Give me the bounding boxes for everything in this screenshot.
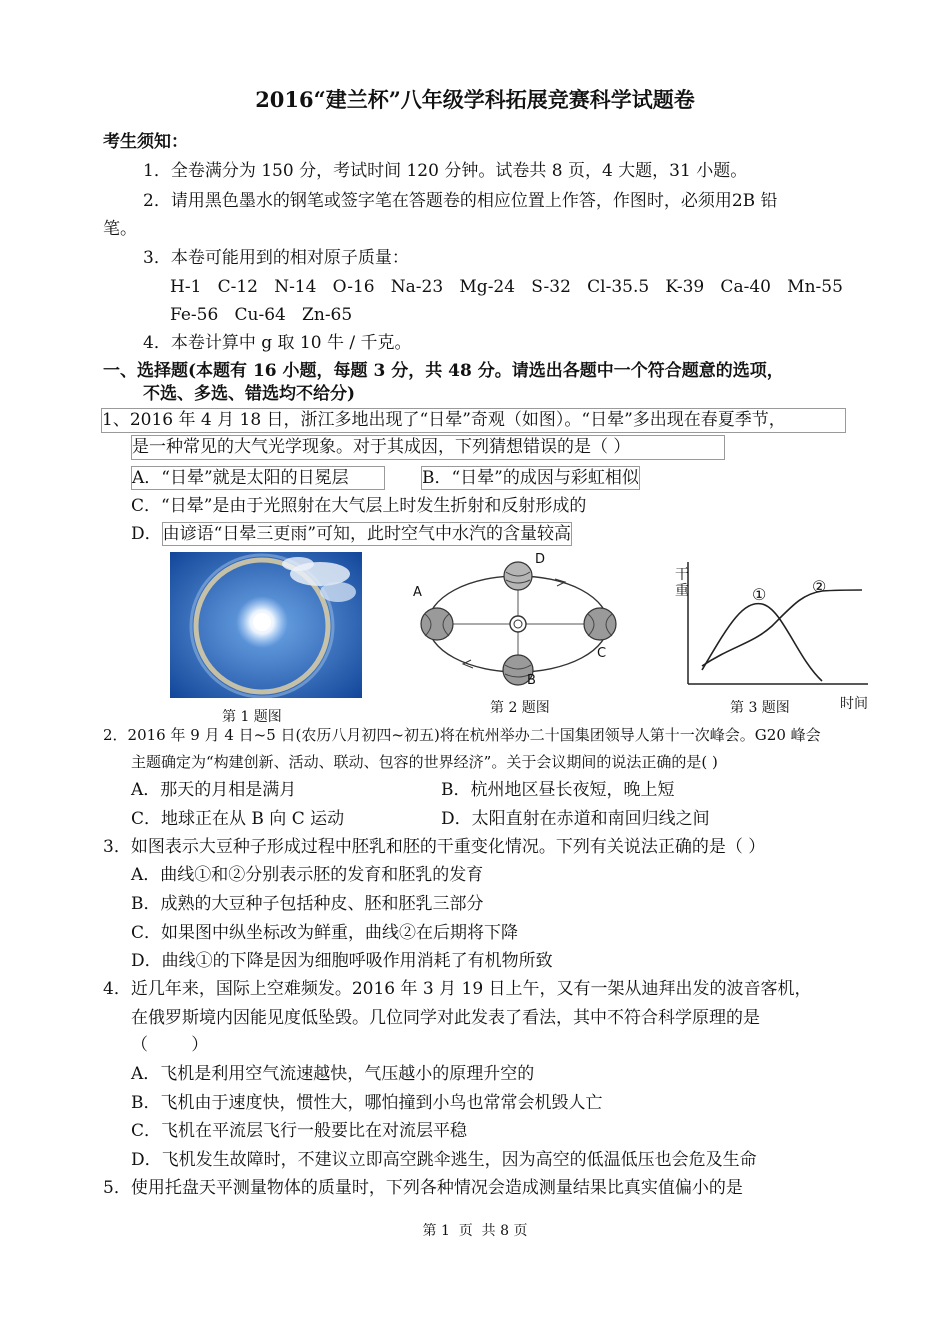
q3-option-a[interactable]: A．曲线①和②分别表示胚的发育和胚乳的发育 <box>131 865 484 885</box>
atomic-masses-line-1: H-1 C-12 N-14 O-16 Na-23 Mg-24 S-32 Cl-35.5 K-39 Ca-40 Mn-55 <box>170 277 843 297</box>
q3-option-b[interactable]: B．成熟的大豆种子包括种皮、胚和胚乳三部分 <box>131 894 484 914</box>
curve-2-label: ② <box>812 577 827 596</box>
notice-item-2: 2．请用黑色墨水的钢笔或签字笔在答题卷的相应位置上作答，作图时，必须用2B 铅 <box>143 191 778 211</box>
q1-option-c[interactable]: C．“日晕”是由于光照射在大气层上时发生折射和反射形成的 <box>131 496 587 516</box>
q4-option-c[interactable]: C．飞机在平流层飞行一般要比在对流层平稳 <box>131 1121 468 1141</box>
q2-option-b[interactable]: B．杭州地区昼长夜短，晚上短 <box>441 780 675 800</box>
q3-stem: 3．如图表示大豆种子形成过程中胚乳和胚的干重变化情况。下列有关说法正确的是（ ） <box>103 837 766 857</box>
notice-item-4: 4．本卷计算中 g 取 10 牛 / 千克。 <box>143 333 412 353</box>
q4-stem-line-3: （ ） <box>131 1035 209 1055</box>
q2-stem-line-2: 主题确定为“构建创新、活动、联动、包容的世界经济”。关于会议期间的说法正确的是( ) <box>131 753 718 771</box>
q2-option-a[interactable]: A．那天的月相是满月 <box>131 780 297 800</box>
orbit-label-a: A <box>413 585 422 600</box>
q4-stem-line-1: 4．近几年来，国际上空难频发。2016 年 3 月 19 日上午，又有一架从迪拜出发的波音客机， <box>103 979 812 999</box>
graph-x-label: 时间 <box>840 696 868 712</box>
graph-y-label-2: 重 <box>675 583 689 599</box>
dry-weight-graph <box>672 558 872 708</box>
fig2-caption: 第 2 题图 <box>490 700 550 716</box>
q1-stem-line-1: 1、2016 年 4 月 18 日，浙江多地出现了“日晕”奇观（如图）。“日晕”多出现在春夏季节， <box>101 408 846 433</box>
q1-stem-line-2: 是一种常见的大气光学现象。对于其成因，下列猜想错误的是（ ） <box>131 435 725 460</box>
notice-item-2-cont: 笔。 <box>103 219 137 239</box>
page-title: 2016“建兰杯”八年级学科拓展竞赛科学试题卷 <box>255 87 695 112</box>
notice-item-1: 1．全卷满分为 150 分，考试时间 120 分钟。试卷共 8 页，4 大题，31 小题。 <box>143 161 748 181</box>
q1-option-d[interactable] <box>131 522 572 546</box>
q1-option-b-text: B．“日晕”的成因与彩虹相似 <box>422 468 639 488</box>
q2-option-c[interactable]: C．地球正在从 B 向 C 运动 <box>131 809 345 829</box>
notice-heading: 考生须知： <box>103 132 188 152</box>
q1-option-d-prefix: D． <box>131 524 162 544</box>
curve-1-label: ① <box>752 585 767 604</box>
fig1-caption: 第 1 题图 <box>222 709 282 725</box>
notice-item-3: 3．本卷可能用到的相对原子质量： <box>143 248 409 268</box>
orbit-label-d: D <box>535 552 546 567</box>
q4-option-a[interactable]: A．飞机是利用空气流速越快，气压越小的原理升空的 <box>131 1064 535 1084</box>
q1-option-a[interactable] <box>131 466 385 490</box>
q1-option-a-text: A．“日晕”就是太阳的日冕层 <box>131 466 385 490</box>
sun-halo-photo <box>170 552 362 698</box>
q4-stem-line-2: 在俄罗斯境内因能见度低坠毁。几位同学对此发表了看法，其中不符合科学原理的是 <box>131 1008 760 1028</box>
page-footer: 第 1 页 共 8 页 <box>422 1223 528 1239</box>
graph-y-label-1: 干 <box>675 567 689 583</box>
q5-stem: 5．使用托盘天平测量物体的质量时，下列各种情况会造成测量结果比真实值偏小的是 <box>103 1178 743 1198</box>
earth-orbit-diagram <box>405 552 640 692</box>
q2-option-d[interactable]: D．太阳直射在赤道和南回归线之间 <box>441 809 710 829</box>
orbit-label-b: B <box>527 673 536 688</box>
q1-option-d-text: 由谚语“日晕三更雨”可知，此时空气中水汽的含量较高 <box>162 524 572 544</box>
section-1-heading-cont: 不选、多选、错选均不给分) <box>143 384 356 404</box>
q2-stem-line-1: 2．2016 年 9 月 4 日~5 日(农历八月初四~初五)将在杭州举办二十国集团领导人第十一次峰会。G20 峰会 <box>103 726 821 744</box>
q4-option-b[interactable]: B．飞机由于速度快，惯性大，哪怕撞到小鸟也常常会机毁人亡 <box>131 1093 603 1113</box>
section-1-heading: 一、选择题(本题有 16 小题，每题 3 分，共 48 分。请选出各题中一个符合题意的选项， <box>103 361 784 381</box>
q3-option-d[interactable]: D．曲线①的下降是因为细胞呼吸作用消耗了有机物所致 <box>131 951 553 971</box>
q1-option-b[interactable] <box>421 466 640 490</box>
q4-option-d[interactable]: D．飞机发生故障时，不建议立即高空跳伞逃生，因为高空的低温低压也会危及生命 <box>131 1150 757 1170</box>
fig3-caption: 第 3 题图 <box>730 700 790 716</box>
q3-option-c[interactable]: C．如果图中纵坐标改为鲜重，曲线②在后期将下降 <box>131 923 519 943</box>
orbit-label-c: C <box>597 646 607 661</box>
atomic-masses-line-2: Fe-56 Cu-64 Zn-65 <box>170 305 353 325</box>
